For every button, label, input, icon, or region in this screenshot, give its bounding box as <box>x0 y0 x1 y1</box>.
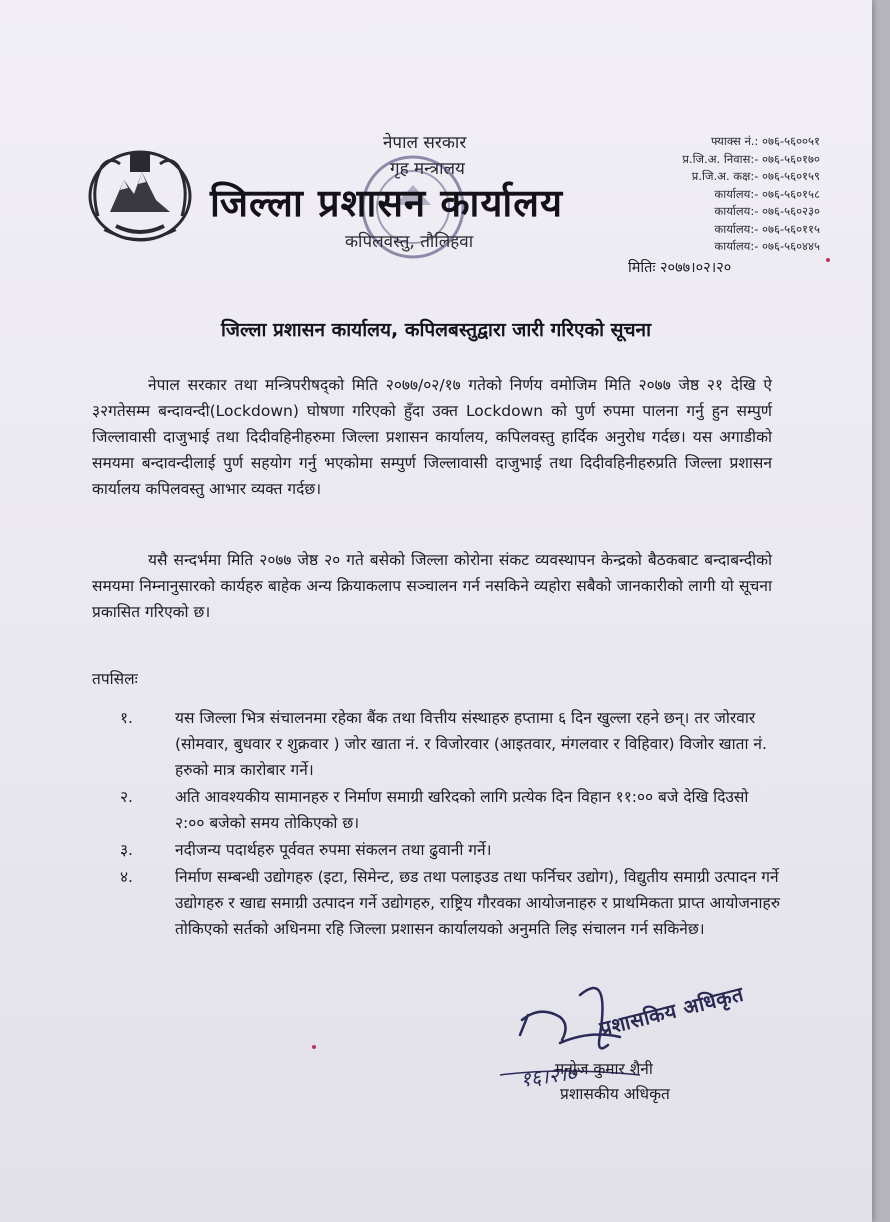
signer-name: मनोज कुमार शैनी <box>555 1060 653 1078</box>
contact-line: कार्यालय:- ०७६-५६०४४५ <box>714 239 820 253</box>
contact-line: कार्यालय:- ०७६-५६०२३० <box>714 204 820 218</box>
list-item <box>120 837 780 863</box>
item-text: यस जिल्ला भित्र संचालनमा रहेका बैंक तथा वित्तीय संस्थाहरु हप्तामा ६ दिन खुल्ला रहने छन्। तर जोरवार (सोमवार, बुधवार र शुक्रवार ) जोर खाता नं. र विजोरवार (आइतवार, मंगलवार र विहिवार) विजोर खाता नं. हरुको मात्र कारोबार गर्ने। <box>175 709 767 779</box>
ministry-name: गृह मन्त्रालय <box>390 159 465 179</box>
item-number: १. <box>120 709 133 727</box>
designation-stamp: प्रशासकिय अधिकृत <box>597 981 746 1041</box>
issue-date: मितिः २०७७।०२।२० <box>628 260 732 276</box>
contact-line: कार्यालय:- ०७६-५६०११५ <box>714 221 820 236</box>
notice-item-list <box>120 705 780 943</box>
office-location: कपिलवस्तु, तौलिहवा <box>345 232 474 252</box>
list-item <box>120 864 780 942</box>
item-number: ३. <box>120 841 133 859</box>
body-paragraph: यसै सन्दर्भमा मिति २०७७ जेष्ठ २० गते बसेको जिल्ला कोरोना संकट व्यवस्थापन केन्द्रको बैठकबाट बन्दाबन्दीको समयमा निम्नानुसारको कार्यहरु बाहेक अन्य क्रियाकलाप सञ्चालन गर्न नसकिने व्यहोरा सबैको जानकारीको लागी यो सूचना प्रकासित गरिएको छ। <box>92 551 772 621</box>
ink-speck <box>826 258 830 262</box>
list-item <box>120 784 780 836</box>
contact-line: प्र.जि.अ. कक्ष:- ०७६-५६०१५९ <box>691 169 820 183</box>
handwritten-date: १६।२।७ <box>518 1060 579 1092</box>
list-item <box>120 705 780 783</box>
nepal-emblem-icon <box>80 138 200 248</box>
contact-line: कार्यालय:- ०७६-५६०१५८ <box>714 186 820 201</box>
item-text: निर्माण सम्बन्धी उद्योगहरु (इटा, सिमेन्ट, छड तथा पलाइउड तथा फर्निचर उद्योग), विद्युतीय समाग्री उत्पादन गर्ने उद्योगहरु र खाद्य समाग्री उत्पादन गर्ने उद्योगहरु, राष्ट्रिय गौरवका आयोजनाहरु र प्राथमिकता प्राप्त आयोजनाहरु तोकिएको सर्तको अधिनमा रहि जिल्ला प्रशासन कार्यालयको अनुमति लिइ संचालन गर्न सकिनेछ। <box>175 868 781 938</box>
office-title: जिल्ला प्रशासन कार्यालय <box>210 181 564 225</box>
item-text: अति आवश्यकीय सामानहरु र निर्माण समाग्री खरिदको लागि प्रत्येक दिन विहान ११:०० बजे देखि दिउसो २:०० बजेको समय तोकिएको छ। <box>175 788 749 832</box>
item-text: नदीजन्य पदार्थहरु पूर्ववत रुपमा संकलन तथा ढुवानी गर्ने। <box>175 841 492 859</box>
details-label: तपसिलः <box>92 670 138 688</box>
notice-heading: जिल्ला प्रशासन कार्यालय, कपिलबस्तुद्वारा जारी गरिएको सूचना <box>221 319 651 341</box>
government-name: नेपाल सरकार <box>383 133 467 153</box>
body-paragraph: नेपाल सरकार तथा मन्त्रिपरीषद्को मिति २०७७/०२/१७ गतेको निर्णय वमोजिम मिति २०७७ जेष्ठ २१ देखि ऐ ३२गतेसम्म बन्दावन्दी(Lockdown) घोषणा गरिएको हुँदा उक्त Lockdown को पुर्ण रुपमा पालना गर्नु हुन सम्पुर्ण जिल्लावासी दाजुभाई तथा दिदीवहिनीहरुमा जिल्ला प्रशासन कार्यालय, कपिलवस्तु हार्दिक अनुरोध गर्दछ। यस अगाडीको समयमा बन्दावन्दीलाई पुर्ण सहयोग गर्नु भएकोमा सम्पुर्ण जिल्लावासी दाजुभाई तथा दिदीवहिनीहरुप्रति जिल्ला प्रशासन कार्यालय कपिलवस्तु आभार व्यक्त गर्दछ। <box>92 376 772 498</box>
ink-speck <box>312 1045 316 1049</box>
contact-list <box>600 133 820 256</box>
contact-line: फ्याक्स नं.: ०७६-५६००५१ <box>710 134 820 148</box>
signer-title: प्रशासकीय अधिकृत <box>560 1085 670 1103</box>
contact-line: प्र.जि.अ. निवास:- ०७६-५६०१७० <box>682 151 820 166</box>
item-number: २. <box>120 788 133 806</box>
item-number: ४. <box>120 868 133 886</box>
